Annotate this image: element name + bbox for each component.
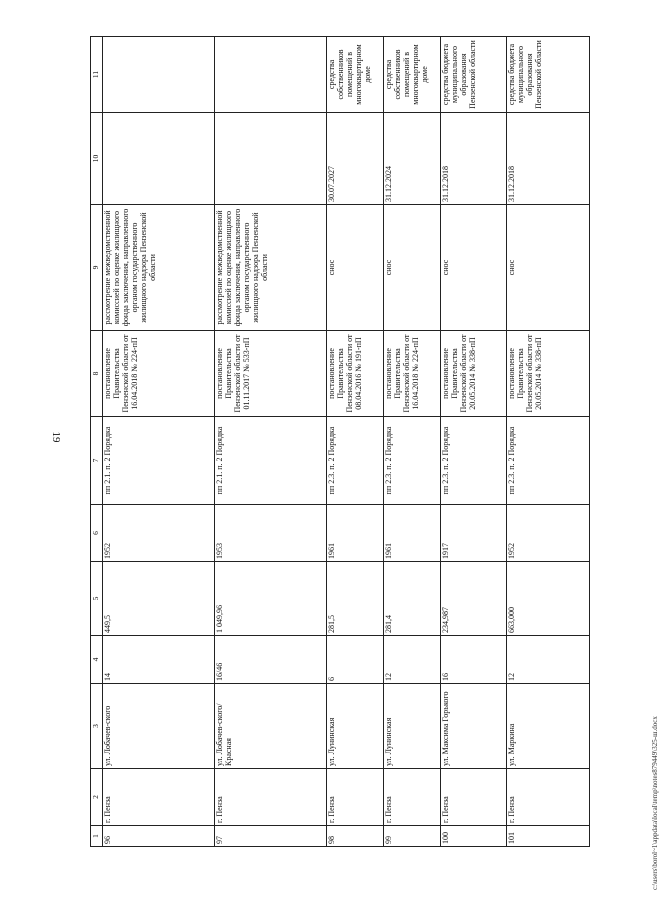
action-cell: рассмотрение межведомственной комиссией по оценке жилищного фонда заключения, направленного органом государственного жилищного надзора Пензенской области bbox=[215, 205, 327, 331]
funding-source-cell: средства собственников помещений в многоквартирном доме bbox=[384, 37, 441, 113]
funding-source-cell: средства бюджета муниципального образования Пензенской области bbox=[441, 37, 507, 113]
area-cell: 234,987 bbox=[441, 562, 507, 636]
regulation-cell: постановление Правительства Пензенской области от 01.11.2017 № 533-пП bbox=[215, 331, 327, 417]
area-cell: 663,000 bbox=[507, 562, 590, 636]
city-cell: г. Пенза bbox=[103, 769, 215, 826]
area-cell: 281,4 bbox=[384, 562, 441, 636]
funding-source-cell: средства бюджета муниципального образования Пензенской области bbox=[507, 37, 590, 113]
table-row bbox=[441, 37, 507, 847]
house-number-cell: 16/46 bbox=[215, 636, 327, 684]
row-number: 98 bbox=[327, 826, 384, 847]
column-number: 9 bbox=[91, 205, 103, 331]
regulation-cell: постановление Правительства Пензенской области от 20.05.2014 № 338-пП bbox=[441, 331, 507, 417]
action-cell: снос bbox=[507, 205, 590, 331]
deadline-cell bbox=[103, 113, 215, 205]
table-row bbox=[507, 37, 590, 847]
house-number-cell: 14 bbox=[103, 636, 215, 684]
row-number: 100 bbox=[441, 826, 507, 847]
house-number-cell: 12 bbox=[384, 636, 441, 684]
column-number: 2 bbox=[91, 769, 103, 826]
basis-cell: пп 2.3. п. 2 Порядка bbox=[507, 417, 590, 505]
column-number: 8 bbox=[91, 331, 103, 417]
street-cell: ул. Маркина bbox=[507, 684, 590, 769]
area-cell: 281,5 bbox=[327, 562, 384, 636]
column-number: 10 bbox=[91, 113, 103, 205]
column-number: 11 bbox=[91, 37, 103, 113]
action-cell: снос bbox=[384, 205, 441, 331]
street-cell: ул. Лобачев-ского/ Красная bbox=[215, 684, 327, 769]
deadline-cell: 31.12.2024 bbox=[384, 113, 441, 205]
city-cell: г. Пенза bbox=[327, 769, 384, 826]
year-built-cell: 1961 bbox=[384, 505, 441, 562]
column-number-row bbox=[91, 37, 103, 847]
basis-cell: пп 2.3. п. 2 Порядка bbox=[327, 417, 384, 505]
column-number: 3 bbox=[91, 684, 103, 769]
regulation-cell: постановление Правительства Пензенской области от 20.05.2014 № 338-пП bbox=[507, 331, 590, 417]
city-cell: г. Пенза bbox=[507, 769, 590, 826]
street-cell: ул. Максима Горького bbox=[441, 684, 507, 769]
funding-source-cell bbox=[103, 37, 215, 113]
house-number-cell: 16 bbox=[441, 636, 507, 684]
house-number-cell: 6 bbox=[327, 636, 384, 684]
area-cell: 449,5 bbox=[103, 562, 215, 636]
row-number: 96 bbox=[103, 826, 215, 847]
basis-cell: пп 2.1. п. 2 Порядка bbox=[215, 417, 327, 505]
deadline-cell: 30.07.2027 bbox=[327, 113, 384, 205]
column-number: 7 bbox=[91, 417, 103, 505]
house-number-cell: 12 bbox=[507, 636, 590, 684]
funding-source-cell: средства собственников помещений в многоквартирном доме bbox=[327, 37, 384, 113]
street-cell: ул. Лунинская bbox=[384, 684, 441, 769]
row-number: 101 bbox=[507, 826, 590, 847]
street-cell: ул. Лобачев-ского bbox=[103, 684, 215, 769]
file-path-footer: c:\users\borol~1\appdata\local\temp\notes879449\325-ш.docx bbox=[651, 716, 659, 890]
basis-cell: пп 2.3. п. 2 Порядка bbox=[441, 417, 507, 505]
deadline-cell: 31.12.2018 bbox=[441, 113, 507, 205]
table-row bbox=[384, 37, 441, 847]
year-built-cell: 1952 bbox=[507, 505, 590, 562]
column-number: 4 bbox=[91, 636, 103, 684]
basis-cell: пп 2.3. п. 2 Порядка bbox=[384, 417, 441, 505]
housing-registry-table bbox=[90, 36, 590, 847]
action-cell: снос bbox=[327, 205, 384, 331]
city-cell: г. Пенза bbox=[441, 769, 507, 826]
table-row bbox=[103, 37, 215, 847]
street-cell: ул. Лунинская bbox=[327, 684, 384, 769]
regulation-cell: постановление Правительства Пензенской области от 08.04.2016 № 191-пП bbox=[327, 331, 384, 417]
column-number: 6 bbox=[91, 505, 103, 562]
area-cell: 1 049,96 bbox=[215, 562, 327, 636]
regulation-cell: постановление Правительства Пензенской области от 16.04.2018 № 224-пП bbox=[103, 331, 215, 417]
table-row bbox=[215, 37, 327, 847]
deadline-cell bbox=[215, 113, 327, 205]
row-number: 99 bbox=[384, 826, 441, 847]
funding-source-cell bbox=[215, 37, 327, 113]
year-built-cell: 1952 bbox=[103, 505, 215, 562]
year-built-cell: 1961 bbox=[327, 505, 384, 562]
action-cell: рассмотрение межведомственной комиссией по оценке жилищного фонда заключения, направленного органом государственного жилищного надзора Пензенской области bbox=[103, 205, 215, 331]
city-cell: г. Пенза bbox=[384, 769, 441, 826]
column-number: 1 bbox=[91, 826, 103, 847]
city-cell: г. Пенза bbox=[215, 769, 327, 826]
basis-cell: пп 2.1. п. 2 Порядка bbox=[103, 417, 215, 505]
regulation-cell: постановление Правительства Пензенской области от 16.04.2018 № 224-пП bbox=[384, 331, 441, 417]
page-number: 19 bbox=[50, 431, 62, 443]
year-built-cell: 1953 bbox=[215, 505, 327, 562]
row-number: 97 bbox=[215, 826, 327, 847]
table-row bbox=[327, 37, 384, 847]
action-cell: снос bbox=[441, 205, 507, 331]
deadline-cell: 31.12.2018 bbox=[507, 113, 590, 205]
year-built-cell: 1917 bbox=[441, 505, 507, 562]
column-number: 5 bbox=[91, 562, 103, 636]
rotated-table-wrapper bbox=[90, 37, 589, 847]
